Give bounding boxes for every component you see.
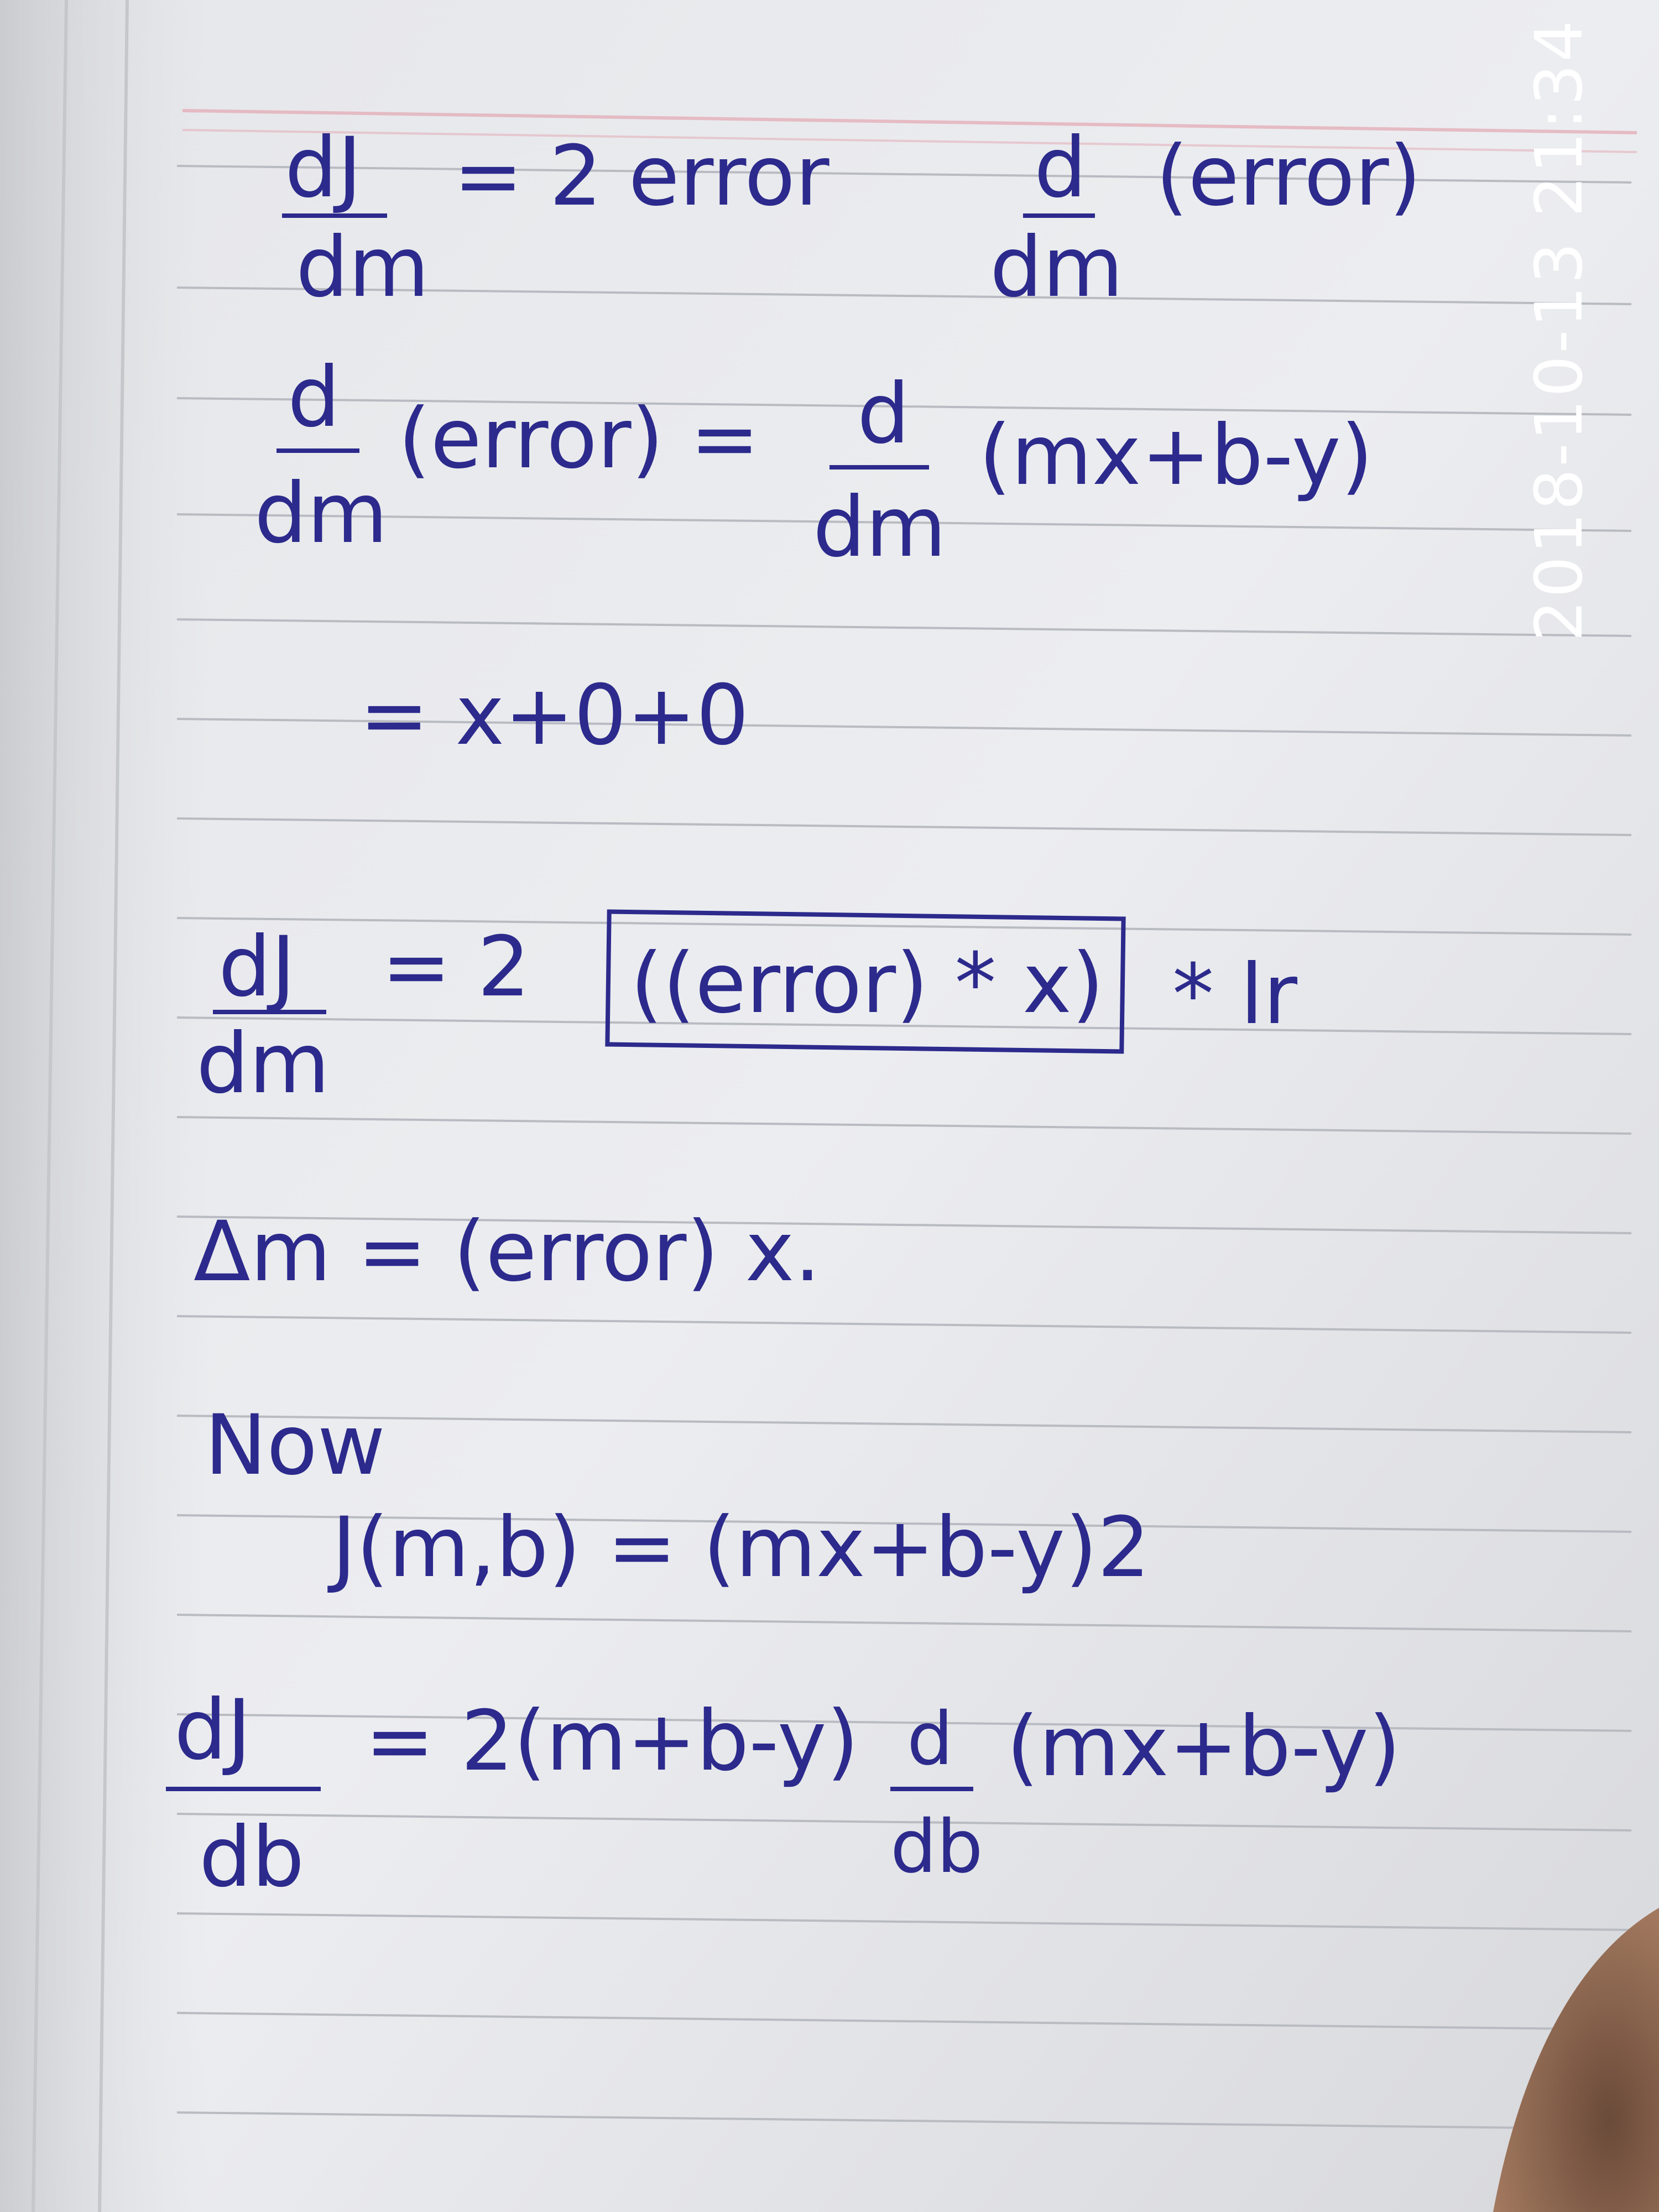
line1-rhs-d: d — [1034, 120, 1087, 216]
line2-rhs-d: d — [857, 366, 910, 462]
line8-rhs-b: (mx+b-y) — [1006, 1699, 1401, 1795]
line8-rhs-d: d — [907, 1697, 953, 1782]
line4-den: dm — [196, 1016, 330, 1112]
line-3: = x+0+0 — [359, 667, 749, 764]
line8-rhs-db: db — [890, 1804, 983, 1890]
line1-rhs-b: (error) — [1156, 128, 1422, 225]
line1-lhs-den: dm — [296, 220, 430, 316]
line1-lhs-num: dJ — [285, 120, 362, 216]
line4-boxed: ((error) * x) — [630, 936, 1104, 1032]
line4-tail: * lr — [1172, 947, 1298, 1043]
line8-den: db — [199, 1809, 305, 1906]
date-time-stamp — [1526, 509, 1559, 641]
line2-lhs-b: (error) = — [398, 391, 760, 487]
line2-lhs-d: d — [288, 349, 341, 446]
line2-rhs-b: (mx+b-y) — [979, 408, 1374, 504]
line1-rhs-a: = 2 error — [453, 128, 830, 225]
line-6: Now — [205, 1397, 385, 1494]
line8-rhs-a: = 2(m+b-y) — [365, 1693, 859, 1790]
line2-lhs-dm: dm — [254, 466, 388, 562]
line8-num: dJ — [174, 1682, 252, 1778]
line-7: J(m,b) = (mx+b-y)2 — [332, 1500, 1150, 1596]
line1-rhs-dm: dm — [990, 220, 1124, 316]
line2-rhs-dm: dm — [813, 479, 947, 576]
line4-rhs: = 2 — [382, 919, 530, 1015]
line-5: Δm = (error) x. — [194, 1204, 821, 1300]
line4-num: dJ — [218, 919, 296, 1015]
